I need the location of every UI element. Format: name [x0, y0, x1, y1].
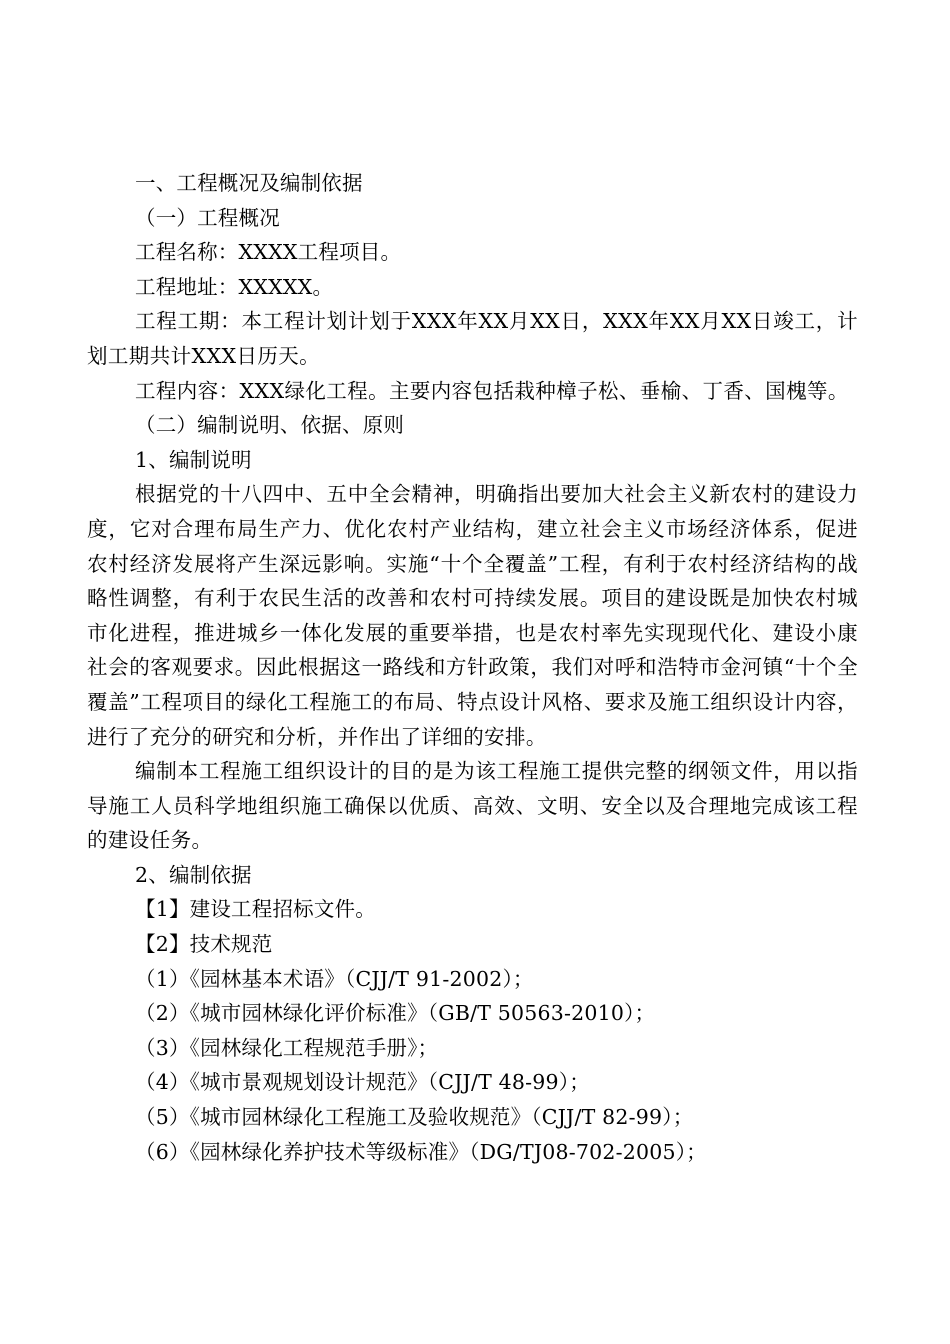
standard-item: （2）《城市园林绿化评价标准》（GB/T 50563-2010）； [135, 1001, 656, 1026]
subheading-explanation: 1、编制说明 [135, 447, 252, 472]
basis-item-tender: 【1】建设工程招标文件。 [135, 897, 376, 922]
section-heading-main: 一、工程概况及编制依据 [135, 171, 363, 195]
project-content: 工程内容：XXX绿化工程。主要内容包括栽种樟子松、垂榆、丁香、国槐等。 [135, 378, 849, 403]
section-heading-basis: （二）编制说明、依据、原则 [135, 413, 405, 438]
basis-item-technical: 【2】技术规范 [135, 932, 273, 957]
standard-item: （1）《园林基本术语》（CJJ/T 91-2002）； [135, 966, 534, 991]
project-period: 工程工期：本工程计划计划于XXX年XX月XX日，XXX年XX月XX日竣工，计划工期共计XXX日历天。 [87, 309, 858, 368]
document-body [87, 166, 858, 1169]
standard-item: （3）《园林绿化工程规范手册》； [135, 1035, 439, 1060]
project-address: 工程地址：XXXXX。 [135, 274, 334, 299]
standard-item: （4）《城市景观规划设计规范》（CJJ/T 48-99）； [135, 1070, 590, 1095]
paragraph-explanation: 根据党的十八四中、五中全会精神，明确指出要加大社会主义新农村的建设力度，它对合理布局生产力、优化农村产业结构，建立社会主义市场经济体系，促进农村经济发展将产生深远影响。实施“十个全覆盖”工程，有利于农村经济结构的战略性调整，有利于农民生活的改善和农村可持续发展。项目的建设既是加快农村城市化进程，推进城乡一体化发展的重要举措，也是农村率先实现现代化、建设小康社会的客观要求。因此根据这一路线和方针政策，我们对呼和浩特市金河镇“十个全覆盖”工程项目的绿化工程施工的布局、特点设计风格、要求及施工组织设计内容，进行了充分的研究和分析，并作出了详细的安排。 [87, 482, 858, 749]
section-heading-overview: （一）工程概况 [135, 205, 280, 230]
standard-item: （5）《城市园林绿化工程施工及验收规范》（CJJ/T 82-99）； [135, 1105, 694, 1130]
subheading-basis-list: 2、编制依据 [135, 862, 252, 887]
project-name: 工程名称：XXXX工程项目。 [135, 240, 402, 265]
paragraph-purpose: 编制本工程施工组织设计的目的是为该工程施工提供完整的纲领文件，用以指导施工人员科学地组织施工确保以优质、高效、文明、安全以及合理地完成该工程的建设任务。 [87, 759, 858, 853]
standard-item: （6）《园林绿化养护技术等级标准》（DG/TJ08-702-2005）； [135, 1139, 707, 1164]
